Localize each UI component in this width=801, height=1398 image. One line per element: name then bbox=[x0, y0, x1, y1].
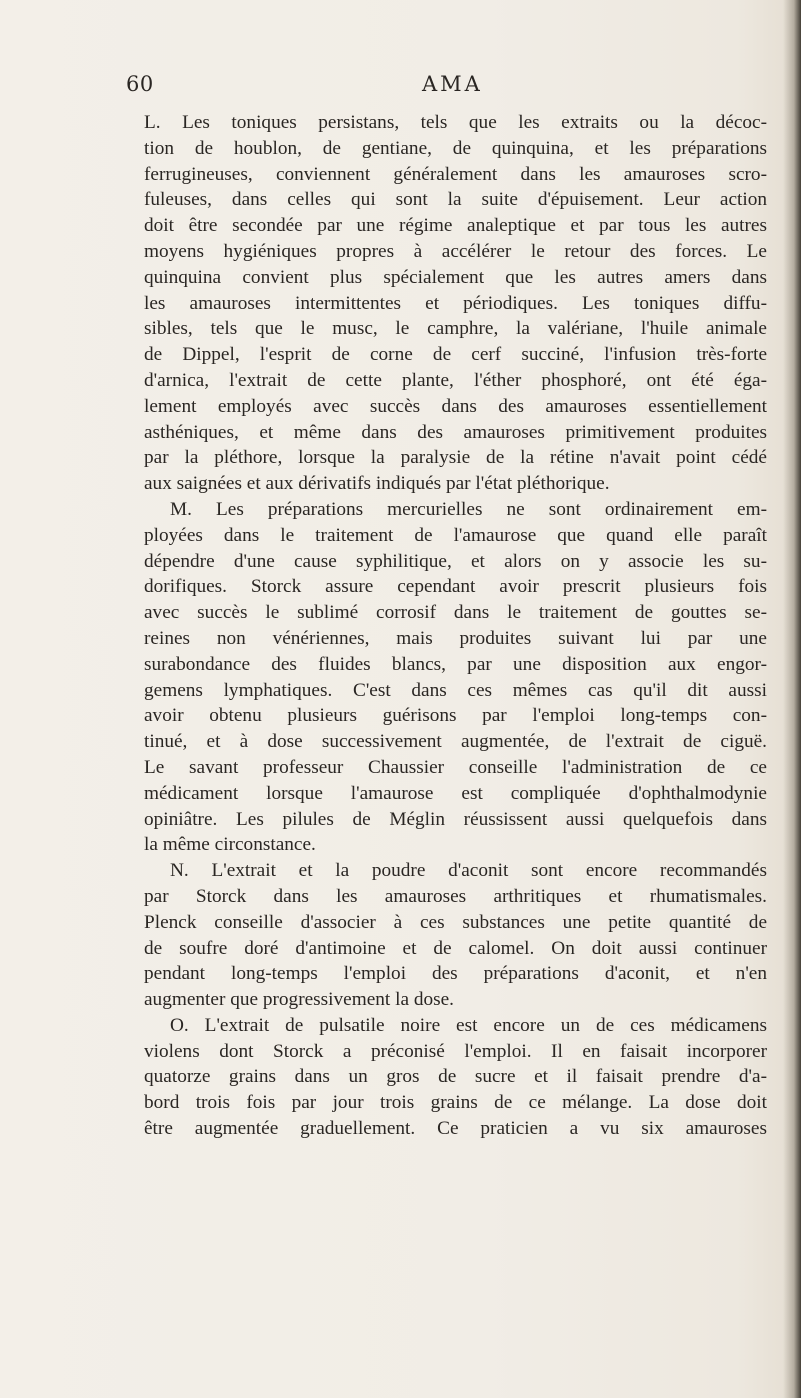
text-line: doit être secondée par une régime analeptique et par tous les autres bbox=[144, 215, 767, 237]
text-line: Plenck conseille d'associer à ces substances une petite quantité de bbox=[144, 911, 767, 933]
page-header bbox=[0, 72, 801, 104]
text-line: L. Les toniques persistans, tels que les extraits ou la décoc- bbox=[144, 112, 767, 133]
body-text bbox=[144, 110, 767, 1142]
text-line: de Dippel, l'esprit de corne de cerf succiné, l'infusion très-forte bbox=[144, 344, 767, 366]
text-line: sibles, tels que le musc, le camphre, la valériane, l'huile animale bbox=[144, 318, 767, 340]
text-line: ployées dans le traitement de l'amaurose que quand elle paraît bbox=[144, 524, 767, 546]
text-line: Le savant professeur Chaussier conseille l'administration de ce bbox=[144, 756, 767, 778]
text-line: surabondance des fluides blancs, par une disposition aux engor- bbox=[144, 653, 767, 675]
text-line: par la pléthore, lorsque la paralysie de la rétine n'avait point cédé bbox=[144, 447, 767, 469]
text-line: médicament lorsque l'amaurose est compliquée d'ophthalmodynie bbox=[144, 782, 767, 804]
page-edge-shadow bbox=[783, 0, 801, 1398]
text-line: par Storck dans les amauroses arthritiques et rhumatismales. bbox=[144, 885, 767, 907]
text-line: N. L'extrait et la poudre d'aconit sont encore recommandés bbox=[170, 860, 767, 882]
text-line: la même circonstance. bbox=[144, 834, 316, 856]
text-line: tion de houblon, de gentiane, de quinquina, et les préparations bbox=[144, 137, 767, 159]
running-head: AMA bbox=[422, 72, 483, 96]
text-line: bord trois fois par jour trois grains de ce mélange. La dose doit bbox=[144, 1092, 767, 1114]
text-line: aux saignées et aux dérivatifs indiqués par l'état pléthorique. bbox=[144, 473, 610, 495]
text-line: dorifiques. Storck assure cependant avoir prescrit plusieurs fois bbox=[144, 576, 767, 598]
text-line: reines non vénériennes, mais produites suivant lui par une bbox=[144, 627, 767, 649]
page-number: 60 bbox=[126, 72, 154, 96]
text-line: pendant long-temps l'emploi des préparations d'aconit, et n'en bbox=[144, 963, 767, 985]
text-line: dépendre d'une cause syphilitique, et alors on y associe les su- bbox=[144, 550, 767, 572]
text-line: avec succès le sublimé corrosif dans le traitement de gouttes se- bbox=[144, 602, 767, 624]
text-line: M. Les préparations mercurielles ne sont ordinairement em- bbox=[170, 498, 767, 520]
text-line: gemens lymphatiques. C'est dans ces mêmes cas qu'il dit aussi bbox=[144, 679, 767, 701]
text-line: les amauroses intermittentes et périodiques. Les toniques diffu- bbox=[144, 292, 767, 314]
text-line: moyens hygiéniques propres à accélérer le retour des forces. Le bbox=[144, 240, 767, 262]
text-line: O. L'extrait de pulsatile noire est encore un de ces médicamens bbox=[170, 1014, 767, 1036]
text-line: tinué, et à dose successivement augmentée, de l'extrait de ciguë. bbox=[144, 731, 767, 753]
text-line: fuleuses, dans celles qui sont la suite d'épuisement. Leur action bbox=[144, 189, 767, 211]
text-line: lement employés avec succès dans des amauroses essentiellement bbox=[144, 395, 767, 417]
text-line: avoir obtenu plusieurs guérisons par l'emploi long-temps con- bbox=[144, 705, 767, 727]
text-line: d'arnica, l'extrait de cette plante, l'éther phosphoré, ont été éga- bbox=[144, 369, 767, 391]
text-line: augmenter que progressivement la dose. bbox=[144, 989, 455, 1011]
text-line: asthéniques, et même dans des amauroses primitivement produites bbox=[144, 421, 767, 443]
text-line: violens dont Storck a préconisé l'emploi. Il en faisait incorporer bbox=[144, 1040, 767, 1062]
text-line: être augmentée graduellement. Ce praticien a vu six amauroses bbox=[144, 1118, 767, 1140]
text-line: quinquina convient plus spécialement que les autres amers dans bbox=[144, 266, 767, 288]
text-line: quatorze grains dans un gros de sucre et il faisait prendre d'a- bbox=[144, 1066, 767, 1088]
text-line: opiniâtre. Les pilules de Méglin réussissent aussi quelquefois dans bbox=[144, 808, 767, 830]
text-line: ferrugineuses, conviennent généralement dans les amauroses scro- bbox=[144, 163, 767, 185]
text-line: de soufre doré d'antimoine et de calomel. On doit aussi continuer bbox=[144, 937, 767, 959]
